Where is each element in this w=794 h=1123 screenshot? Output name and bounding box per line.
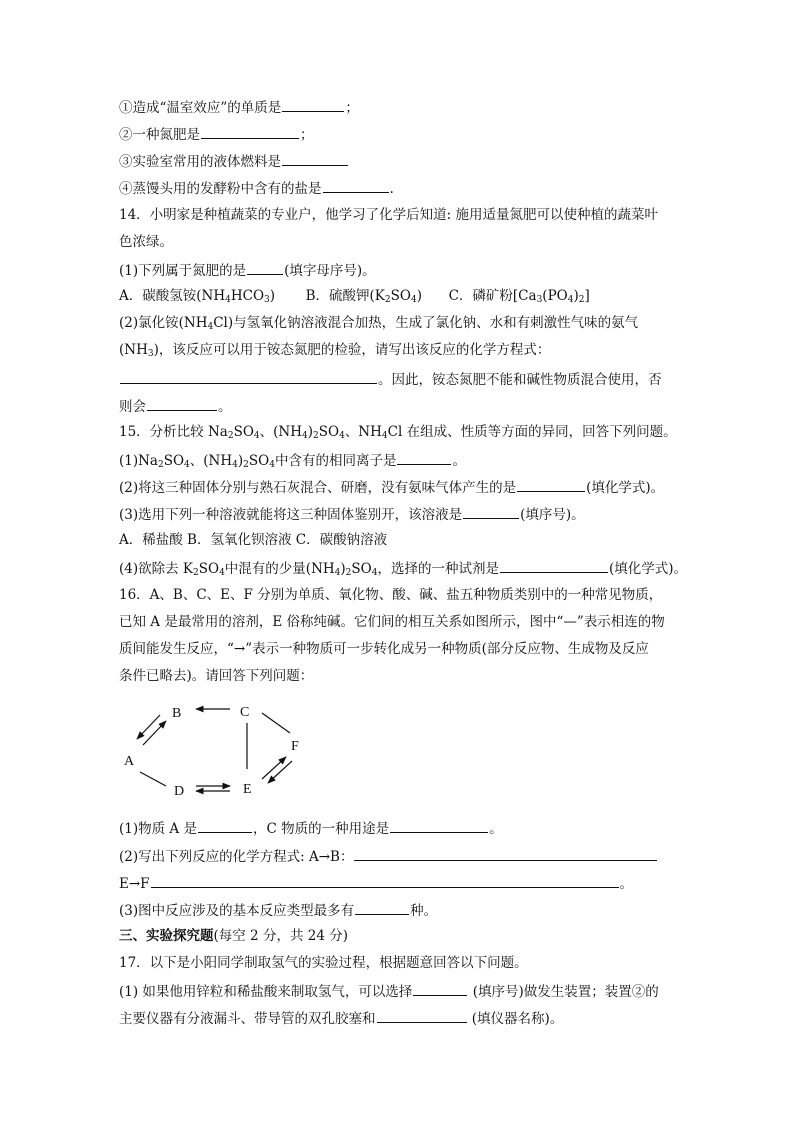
node-b: B — [172, 706, 182, 721]
answer-blank — [463, 503, 519, 519]
q14-part2-line2: $(NH_3)$，该反应可以用于铵态氮肥的检验，请写出该反应的化学方程式： — [119, 342, 551, 359]
section-note: (每空 2 分，共 24 分) — [213, 928, 348, 944]
section-3-heading — [119, 926, 348, 946]
answer-blank — [198, 817, 252, 833]
q14-stem-line1: 14．小明家是种植蔬菜的专业户，他学习了化学后知道: 施用适量氮肥可以使种植的蔬菜叶 — [119, 207, 659, 223]
q17-part1-line1: (1) 如果他用锌粒和稀盐酸来制取氢气，可以选择 (填序号)做发生装置；装置②的 — [119, 980, 659, 1002]
q15-part4: (4)欲除去 $K_2SO_4$中混有的少量$(NH_4)_2SO_4$，选择的一种试剂是 (填化学式)。 — [119, 557, 687, 579]
q14-part2-line1: (2)氯化铵$(NH_4Cl)$与氢氧化钠溶液混合加热，生成了氯化钠、水和有刺激性气味的氨气 — [119, 315, 639, 332]
q16-stem-line3: 质间能发生反应，“→”表示一种物质可一步转化成另一种物质(部分反应物、生成物及反应 — [119, 641, 649, 657]
q15-part1: $(1)Na_2SO_4$、$(NH_4)_2SO_4$中含有的相同离子是 。 — [119, 449, 466, 471]
link-a-d — [140, 772, 166, 786]
q17-stem: 17．以下是小阳同学制取氢气的实验过程，根据题意回答以下问题。 — [119, 955, 528, 971]
q15-part2: (2)将这三种固体分别与熟石灰混合、研磨，没有氨味气体产生的是 (填化学式)。 — [119, 476, 664, 498]
q16-stem-line4: 条件已略去)。请回答下列问题： — [119, 668, 314, 684]
answer-blank — [355, 899, 409, 915]
arrow-a-to-b — [143, 721, 166, 745]
answer-blank — [282, 96, 344, 112]
answer-blank — [247, 259, 283, 275]
answer-blank — [500, 557, 608, 573]
node-a: A — [124, 754, 135, 769]
answer-blank — [413, 980, 467, 996]
answer-blank — [323, 177, 389, 193]
answer-blank — [120, 368, 377, 384]
section-title: 三、实验探究题 — [119, 928, 214, 944]
arrow-b-to-a — [137, 715, 160, 739]
q13-item2: ②一种氮肥是 ； — [119, 123, 314, 145]
answer-blank — [354, 845, 657, 861]
q14-options — [119, 286, 590, 306]
q16-stem-line2: 已知 A 是最常用的溶剂，E 俗称纯碱。它们间的相互关系如图所示，图中“—”表示相连的物 — [119, 614, 665, 630]
q17-part1-line2: 主要仪器有分液漏斗、带导管的双孔胶塞和 (填仪器名称)。 — [119, 1007, 563, 1029]
q14-part1: (1)下列属于氮肥的是 (填字母序号)。 — [119, 259, 376, 281]
link-c-f — [262, 713, 290, 733]
q13-item1: ①造成“温室效应”的单质是 ； — [119, 96, 359, 118]
arrow-f-to-e — [268, 761, 292, 783]
q15-part3: (3)选用下列一种溶液就能将这三种固体鉴别开，该溶液是 (填序号)。 — [119, 503, 585, 525]
q16-part3: (3)图中反应涉及的基本反应类型最多有 种。 — [119, 899, 437, 921]
answer-blank — [390, 817, 488, 833]
q15-options: A．稀盐酸 B．氢氧化钡溶液 C．碳酸钠溶液 — [119, 532, 388, 548]
answer-blank — [517, 476, 585, 492]
q13-item4: ④蒸馒头用的发酵粉中含有的盐是 . — [119, 177, 394, 199]
q16-stem-line1: 16．A、B、C、E、F 分别为单质、氧化物、酸、碱、盐五种物质类别中的一种常见物质， — [119, 587, 663, 603]
node-f: F — [291, 739, 299, 754]
arrow-e-to-f — [262, 757, 286, 779]
answer-blank — [201, 123, 299, 139]
node-c: C — [240, 705, 250, 720]
q16-part2-line2: E→F 。 — [119, 872, 633, 894]
q14-part2-line4: 则会 。 — [119, 395, 232, 417]
option-a: A．碳酸氢铵$(NH_4HCO_3)$ — [119, 288, 276, 305]
q16-part2-line1: (2)写出下列反应的化学方程式: A→B： — [119, 845, 658, 867]
option-b: B．硫酸钾$(K_2SO_4)$ — [305, 288, 422, 305]
answer-blank — [151, 872, 619, 888]
q13-item3: ③实验室常用的液体燃料是 — [119, 150, 349, 172]
q14-stem-line2: 色浓绿。 — [119, 234, 173, 250]
node-e: E — [243, 782, 252, 797]
relationship-diagram — [110, 695, 320, 805]
answer-blank — [147, 395, 217, 411]
node-d: D — [174, 784, 185, 799]
answer-blank — [282, 150, 348, 166]
q16-part1: (1)物质 A 是 ，C 物质的一种用途是 。 — [119, 817, 503, 839]
q15-stem: 15．分析比较 $Na_2SO_4$、$(NH_4)_2SO_4$、$NH_4Cl$ 在组成、性质等方面的异同，回答下列问题。 — [119, 424, 677, 441]
answer-blank — [377, 1007, 467, 1023]
answer-blank — [397, 449, 451, 465]
q14-part2-line3: 。因此，铵态氮肥不能和碱性物质混合使用，否 — [119, 368, 662, 390]
option-c: C．磷矿粉$[Ca_3(PO_4)_2]$ — [448, 288, 590, 305]
